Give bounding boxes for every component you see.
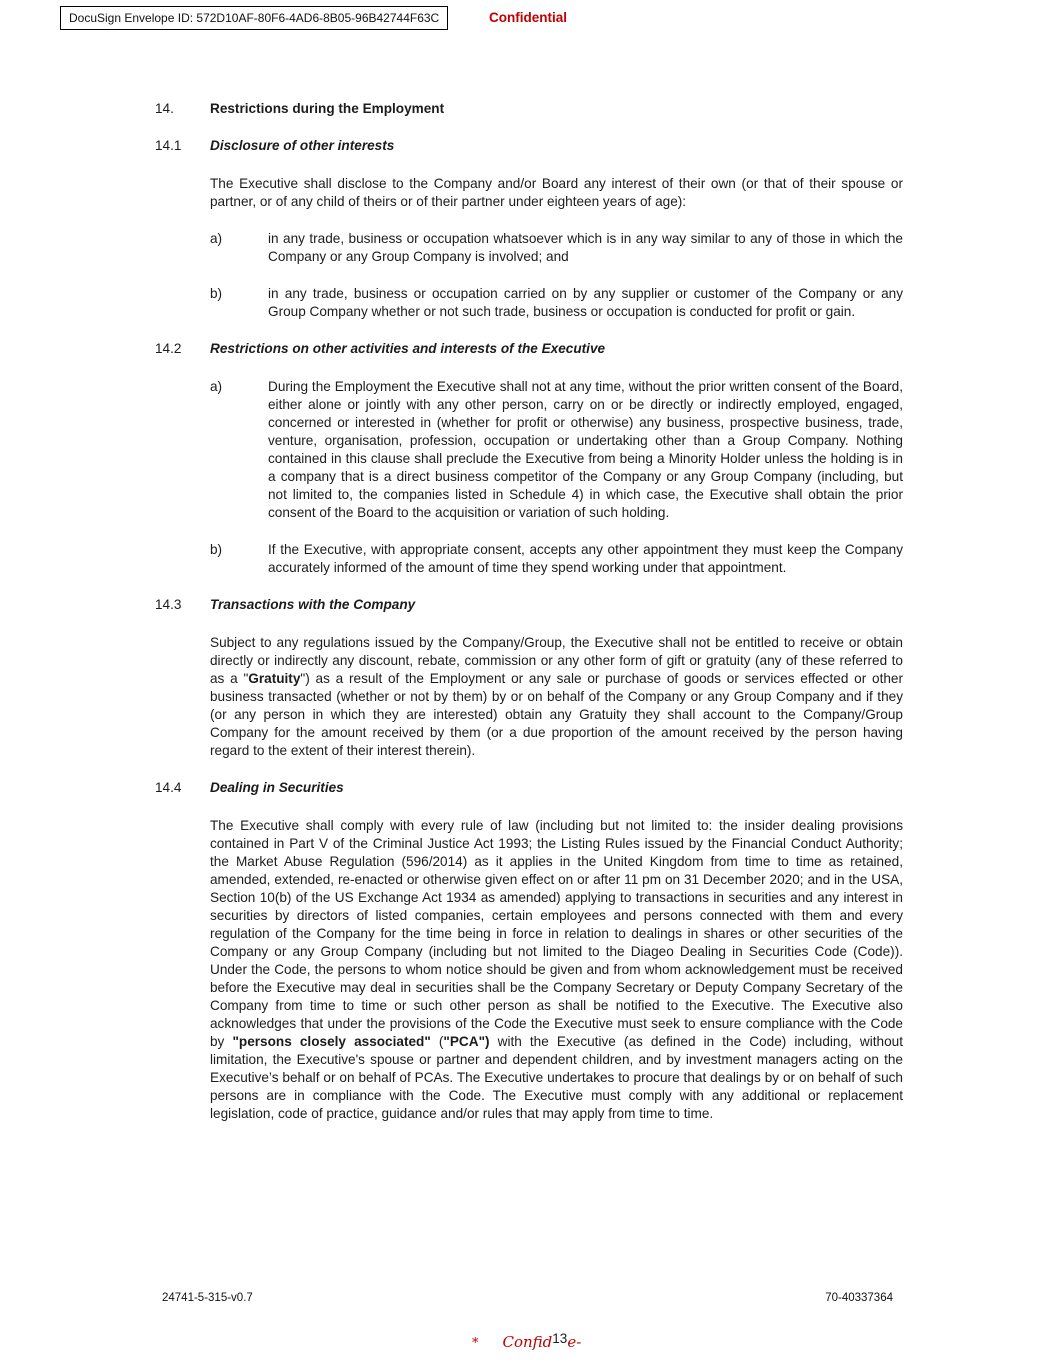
clause-14-4-title: Dealing in Securities [210, 780, 344, 795]
clause-14-3-title: Transactions with the Company [210, 597, 416, 612]
stamp-asterisk: * [472, 1336, 479, 1351]
item-label: a) [210, 379, 223, 394]
clause-14-1-item-b [210, 285, 903, 321]
clause-14-2-number: 14.2 [155, 341, 182, 356]
item-label: a) [210, 231, 223, 246]
clause-14-1-intro: The Executive shall disclose to the Company and/or Board any interest of their own (or that of their spouse or partner, or of any child of theirs or of their partner under eighteen years of age): [210, 176, 903, 209]
confidential-label: Confidential [489, 10, 567, 25]
clause-14-2-item-a [210, 378, 903, 522]
clause-14-2-item-b [210, 541, 903, 577]
item-text: in any trade, business or occupation carried on by any supplier or customer of the Company or any Group Company whether or not such trade, business or occupation is conducted for profit or gain. [268, 286, 903, 319]
stamp-text-right: e- [567, 1333, 582, 1351]
docusign-envelope-id: DocuSign Envelope ID: 572D10AF-80F6-4AD6-8B05-96B42744F63C [60, 6, 448, 30]
item-text: If the Executive, with appropriate consent, accepts any other appointment they must keep the Company accurately informed of the amount of time they spend working under that appointment. [268, 542, 903, 575]
clause-14-4-heading [155, 779, 903, 797]
clause-14-4-paragraph: The Executive shall comply with every rule of law (including but not limited to: the insider dealing provisions contained in Part V of the Criminal Justice Act 1993; the Listing Rules issued by the Financial Conduct Authority; the Market Abuse Regulation (596/2014) as it applies in the United Kingdom from time to time as retained, amended, extended, re-enacted or otherwise given effect on or after 11 pm on 31 December 2020; and in the USA, Section 10(b) of the US Exchange Act 1934 as amended) applying to transactions in securities and any interest in securities by directors of listed companies, certain employees and persons connected with them and every regulation of the Company for the time being in force in relation to dealings in shares or other securities of the Company or any Group Company (including but not limited to the Diageo Dealing in Securities Code (Code)). Under the Code, the persons to whom notice should be given and from whom acknowledgement must be received before the Executive may deal in securities shall be the Company Secretary or Deputy Company Secretary of the Company from time to time or such other person as shall be notified to the Executive. The Executive also acknowledges that under the provisions of the Code the Executive must seek to ensure compliance with the Code by "persons closely associated" ("PCA") with the Executive (as defined in the Code) including, without limitation, the Executive's spouse or partner and dependent children, and by investment managers acting on the Executive’s behalf or on behalf of PCAs. The Executive undertakes to procure that dealings by or on behalf of such persons are in compliance with the Code. The Executive must comply with any additional or replacement legislation, code of practice, guidance and/or rules that may apply from time to time. [210, 818, 903, 1121]
clause-14-1-number: 14.1 [155, 138, 182, 153]
page-footer-stamp [472, 1333, 581, 1351]
page-number: 13 [552, 1331, 568, 1346]
section-number: 14. [155, 101, 174, 116]
clause-14-1-item-a [210, 230, 903, 266]
document-number: 70-40337364 [825, 1292, 893, 1304]
stamp-text-left: Confid [502, 1333, 553, 1351]
section-heading [155, 100, 903, 118]
item-text: in any trade, business or occupation whatsoever which is in any way similar to any of those in which the Company or any Group Company is involved; and [268, 231, 903, 264]
item-text: During the Employment the Executive shall not at any time, without the prior written consent of the Board, either alone or jointly with any other person, carry on or be directly or indirectly employed, engaged, concerned or interested in (whether for profit or otherwise) any business, prospective business, trade, venture, organisation, profession, occupation or undertaking other than a Group Company. Nothing contained in this clause shall preclude the Executive from being a Minority Holder unless the holding is in a company that is a direct business competitor of the Company or any Group Company (including, but not limited to, the companies listed in Schedule 4) in which case, the Executive shall obtain the prior consent of the Board to the acquisition or variation of such holding. [268, 379, 903, 520]
clause-14-4-number: 14.4 [155, 780, 182, 795]
clause-14-2-title: Restrictions on other activities and interests of the Executive [210, 341, 606, 356]
clause-14-3-paragraph: Subject to any regulations issued by the Company/Group, the Executive shall not be entitled to receive or obtain directly or indirectly any discount, rebate, commission or any other form of gift or gratuity (any of these referred to as a "Gratuity") as a result of the Employment or any sale or purchase of goods or services effected or other business transacted (whether or not by them) by or on behalf of the Company or any Group Company and if they (or any person in which they are interested) obtain any Gratuity they shall account to the Company/Group Company for the amount received by them (or a due proportion of the amount received by the person having regard to the extent of their interest therein). [210, 635, 903, 758]
clause-14-3-number: 14.3 [155, 597, 182, 612]
clause-14-3-heading [155, 596, 903, 614]
document-body [155, 100, 903, 1142]
clause-14-1-title: Disclosure of other interests [210, 138, 395, 153]
item-label: b) [210, 286, 223, 301]
clause-14-2-heading [155, 340, 903, 358]
document-reference: 24741-5-315-v0.7 [162, 1292, 253, 1304]
section-title: Restrictions during the Employment [210, 101, 445, 116]
clause-14-1-heading [155, 137, 903, 155]
item-label: b) [210, 542, 223, 557]
